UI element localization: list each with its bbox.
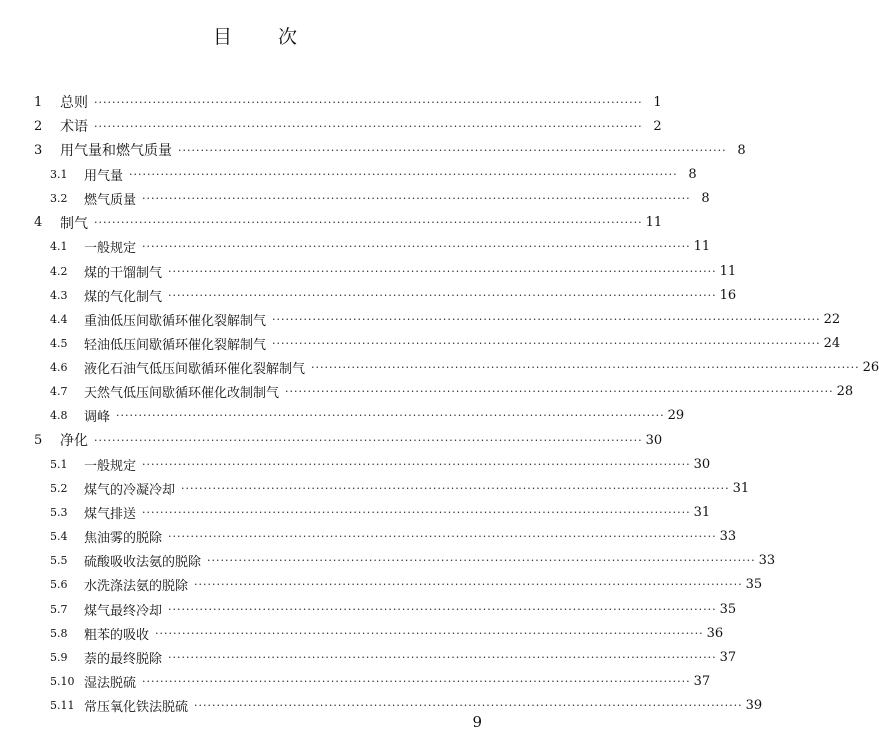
toc-entry[interactable]: [34, 356, 879, 380]
toc-entry-label: 用气量: [84, 168, 124, 184]
toc-leader-dots: ··························································································································: [142, 192, 691, 206]
toc-entry-label: 萘的最终脱除: [84, 651, 163, 667]
toc-entry-number: 4.7: [50, 385, 68, 399]
toc-entry-number: 5.5: [50, 554, 68, 568]
toc-entry-label: 硫酸吸收法氨的脱除: [84, 555, 202, 571]
toc-entry[interactable]: [34, 597, 737, 621]
toc-entry[interactable]: [34, 525, 737, 549]
toc-entry-number: 4.4: [50, 312, 68, 326]
footer-page-number: 9: [472, 713, 482, 731]
toc-entry-page: 37: [719, 649, 737, 665]
toc-leader-dots: ··························································································································: [155, 626, 704, 640]
toc-entry-number: 5.8: [50, 626, 68, 640]
toc-entry-label: 煤的气化制气: [84, 289, 163, 305]
toc-entry-label: 常压氧化铁法脱硫: [84, 700, 189, 716]
toc-entry[interactable]: [34, 694, 763, 718]
toc-entry-page: 33: [758, 553, 776, 569]
toc-entry-page: 33: [719, 529, 737, 545]
toc-entry[interactable]: [34, 162, 697, 186]
toc-leader-dots: ··························································································································: [129, 167, 678, 181]
toc-entry-label: 天然气低压间歇循环催化改制制气: [84, 386, 280, 402]
toc-entry-page: 35: [719, 601, 737, 617]
toc-entry-number: 4.8: [50, 409, 68, 423]
toc-entry[interactable]: [34, 90, 662, 114]
toc-entry-page: 11: [645, 215, 663, 231]
toc-leader-dots: ··························································································································: [142, 505, 691, 519]
toc-leader-dots: ··························································································································: [94, 95, 643, 109]
toc-entry-page: 22: [823, 311, 841, 327]
toc-entry[interactable]: [34, 283, 737, 307]
toc-entry-label: 煤的干馏制气: [84, 265, 163, 281]
toc-entry-number: 5.9: [50, 650, 68, 664]
toc-entry[interactable]: [34, 138, 746, 162]
toc-entry-page: 30: [645, 432, 663, 448]
page-title: [0, 22, 510, 49]
toc-entry[interactable]: [34, 114, 662, 138]
toc-leader-dots: ··························································································································: [168, 602, 717, 616]
toc-leader-dots: ··························································································································: [116, 409, 665, 423]
toc-leader-dots: ··························································································································: [272, 312, 821, 326]
toc-entry[interactable]: [34, 669, 711, 693]
table-of-contents: [34, 90, 879, 718]
toc-entry-number: 5.7: [50, 602, 68, 616]
toc-entry[interactable]: [34, 645, 737, 669]
toc-entry[interactable]: [34, 573, 763, 597]
toc-leader-dots: ··························································································································: [142, 674, 691, 688]
toc-entry-number: 5.1: [50, 457, 68, 471]
toc-entry-number: 4.6: [50, 361, 68, 375]
toc-entry-number: 3: [34, 142, 43, 158]
toc-entry-label: 制气: [60, 215, 88, 232]
toc-entry[interactable]: [34, 380, 854, 404]
toc-leader-dots: ··························································································································: [168, 530, 717, 544]
toc-entry[interactable]: [34, 404, 685, 428]
toc-entry-label: 术语: [60, 119, 88, 136]
toc-entry-number: 4.1: [50, 240, 68, 254]
toc-entry-number: 3.2: [50, 192, 68, 206]
toc-entry-page: 1: [653, 94, 662, 110]
toc-entry-label: 粗苯的吸收: [84, 627, 150, 643]
toc-leader-dots: ··························································································································: [285, 385, 834, 399]
toc-entry-number: 5: [34, 432, 43, 448]
toc-entry-number: 4: [34, 215, 43, 231]
toc-entry-label: 水洗涤法氨的脱除: [84, 579, 189, 595]
toc-entry-number: 5.10: [50, 674, 75, 688]
toc-entry[interactable]: [34, 428, 663, 452]
toc-entry-label: 煤气的冷凝冷却: [84, 482, 176, 498]
toc-entry-label: 液化石油气低压间歇循环催化裂解制气: [84, 362, 306, 378]
toc-entry-page: 36: [706, 625, 724, 641]
toc-leader-dots: ··························································································································: [142, 457, 691, 471]
toc-entry-label: 总则: [60, 95, 88, 112]
title-part-2: 次: [278, 26, 298, 48]
toc-leader-dots: ··························································································································: [194, 699, 743, 713]
toc-leader-dots: ··························································································································: [272, 336, 821, 350]
toc-entry[interactable]: [34, 476, 750, 500]
toc-leader-dots: ··························································································································: [207, 554, 756, 568]
toc-entry-label: 重油低压间歇循环催化裂解制气: [84, 313, 267, 329]
toc-entry-number: 5.3: [50, 505, 68, 519]
toc-entry-label: 一般规定: [84, 241, 137, 257]
toc-entry-number: 1: [34, 94, 43, 110]
toc-entry-page: 11: [719, 263, 737, 279]
toc-entry-page: 28: [836, 384, 854, 400]
toc-entry[interactable]: [34, 452, 711, 476]
toc-entry-label: 燃气质量: [84, 193, 137, 209]
toc-leader-dots: ··························································································································: [194, 578, 743, 592]
toc-leader-dots: ··························································································································: [178, 143, 727, 157]
toc-entry[interactable]: [34, 549, 776, 573]
toc-entry-number: 4.2: [50, 264, 68, 278]
toc-entry-label: 调峰: [84, 410, 111, 426]
toc-entry-number: 3.1: [50, 167, 68, 181]
title-part-1: 目: [212, 26, 232, 48]
toc-entry-page: 16: [719, 287, 737, 303]
toc-entry-page: 24: [823, 335, 841, 351]
toc-entry-label: 一般规定: [84, 458, 137, 474]
toc-entry-page: 29: [667, 408, 685, 424]
toc-entry-page: 35: [745, 577, 763, 593]
toc-entry[interactable]: [34, 211, 663, 235]
toc-entry-page: 30: [693, 456, 711, 472]
toc-leader-dots: ··························································································································: [311, 361, 860, 375]
toc-entry[interactable]: [34, 259, 737, 283]
toc-entry[interactable]: [34, 235, 711, 259]
toc-entry[interactable]: [34, 187, 710, 211]
toc-entry-page: 11: [693, 239, 711, 255]
toc-entry-label: 湿法脱硫: [84, 675, 137, 691]
toc-entry-number: 5.6: [50, 578, 68, 592]
toc-entry-label: 焦油雾的脱除: [84, 531, 163, 547]
toc-entry-page: 37: [693, 673, 711, 689]
toc-entry-page: 8: [737, 142, 746, 158]
toc-leader-dots: ··························································································································: [94, 119, 643, 133]
toc-entry[interactable]: [34, 331, 841, 355]
toc-entry-number: 4.5: [50, 336, 68, 350]
toc-leader-dots: ··························································································································: [168, 288, 717, 302]
toc-leader-dots: ··························································································································: [94, 216, 643, 230]
toc-entry-page: 8: [701, 191, 710, 207]
toc-entry-page: 31: [693, 504, 711, 520]
toc-entry-number: 5.4: [50, 530, 68, 544]
toc-entry[interactable]: [34, 500, 711, 524]
toc-leader-dots: ··························································································································: [181, 481, 730, 495]
toc-entry[interactable]: [34, 621, 724, 645]
toc-entry-number: 5.11: [50, 699, 75, 713]
toc-entry-page: 2: [653, 118, 662, 134]
toc-entry-number: 5.2: [50, 481, 68, 495]
toc-entry-label: 用气量和燃气质量: [60, 143, 172, 160]
toc-entry-page: 39: [745, 698, 763, 714]
toc-entry-page: 31: [732, 480, 750, 496]
toc-entry-label: 煤气排送: [84, 506, 137, 522]
toc-entry-number: 2: [34, 118, 43, 134]
toc-leader-dots: ··························································································································: [168, 650, 717, 664]
toc-entry-number: 4.3: [50, 288, 68, 302]
toc-entry-page: 8: [688, 166, 697, 182]
toc-entry-label: 净化: [60, 433, 88, 450]
toc-entry-label: 煤气最终冷却: [84, 603, 163, 619]
toc-leader-dots: ··························································································································: [168, 264, 717, 278]
toc-entry[interactable]: [34, 307, 841, 331]
toc-entry-page: 26: [862, 360, 879, 376]
toc-leader-dots: ··························································································································: [142, 240, 691, 254]
toc-entry-label: 轻油低压间歇循环催化裂解制气: [84, 337, 267, 353]
toc-leader-dots: ··························································································································: [94, 433, 643, 447]
